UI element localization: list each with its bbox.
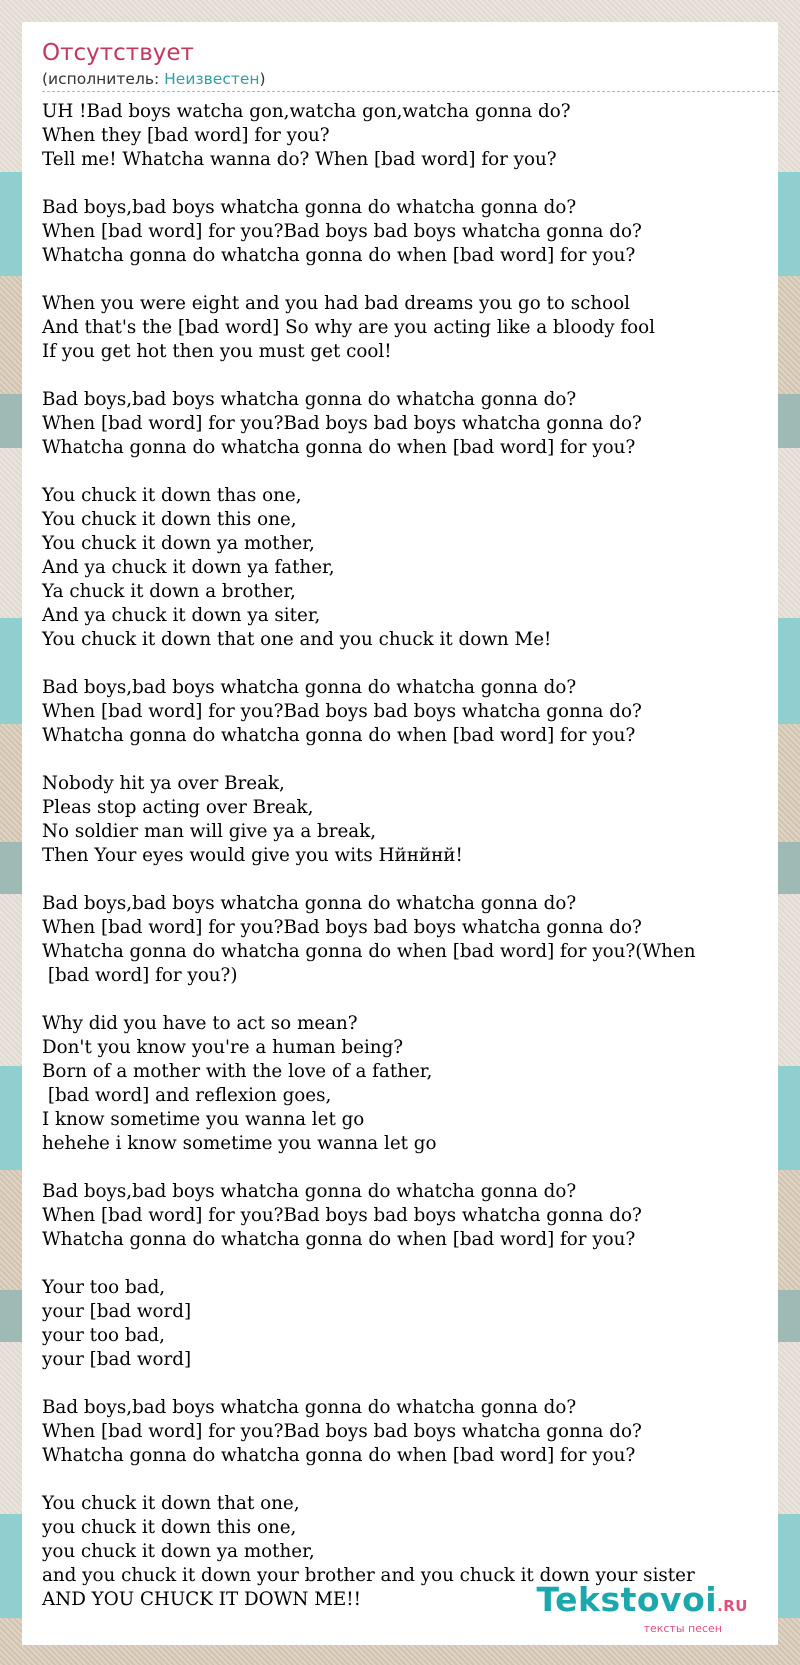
title-divider [42, 91, 780, 92]
lyric-line: If you get hot then you must get cool! [42, 341, 392, 362]
lyric-line: You chuck it down that one and you chuck it down Me! [42, 629, 552, 650]
lyric-line: Why did you have to act so mean? [42, 1013, 358, 1034]
lyric-line: Whatcha gonna do whatcha gonna do when [bad word] for you? [42, 245, 636, 266]
lyric-blank-line [42, 268, 782, 292]
lyric-line: When [bad word] for you?Bad boys bad boys whatcha gonna do? [42, 413, 642, 434]
lyric-line: You chuck it down this one, [42, 509, 297, 530]
lyric-line: Whatcha gonna do whatcha gonna do when [bad word] for you? [42, 1229, 636, 1250]
lyric-line: Nobody hit ya over Break, [42, 773, 285, 794]
lyric-line: Bad boys,bad boys whatcha gonna do whatcha gonna do? [42, 197, 577, 218]
lyric-line: Ya chuck it down a brother, [42, 581, 296, 602]
lyric-line: and you chuck it down your brother and you chuck it down your sister [42, 1565, 695, 1586]
lyric-line: When [bad word] for you?Bad boys bad boys whatcha gonna do? [42, 701, 642, 722]
lyric-blank-line [42, 364, 782, 388]
lyric-line: When [bad word] for you?Bad boys bad boys whatcha gonna do? [42, 917, 642, 938]
lyric-blank-line [42, 748, 782, 772]
site-logo[interactable] [536, 1580, 748, 1635]
lyric-line: your too bad, [42, 1325, 165, 1346]
artist-line [42, 70, 266, 88]
lyric-line: And that's the [bad word] So why are you acting like a bloody fool [42, 317, 655, 338]
logo-tld: .RU [717, 1597, 748, 1615]
lyric-line: Bad boys,bad boys whatcha gonna do whatcha gonna do? [42, 1397, 577, 1418]
song-title: Отсутствует [42, 40, 194, 66]
lyric-line: Bad boys,bad boys whatcha gonna do whatcha gonna do? [42, 893, 577, 914]
lyric-line: AND YOU CHUCK IT DOWN ME!! [42, 1589, 361, 1610]
artist-prefix: (исполнитель: [42, 70, 165, 88]
lyric-line: Then Your eyes would give you wits Нйнйнй! [42, 845, 463, 866]
lyric-line: No soldier man will give ya a break, [42, 821, 377, 842]
lyric-line: Whatcha gonna do whatcha gonna do when [bad word] for you?(When [42, 941, 696, 962]
lyric-line: When [bad word] for you?Bad boys bad boys whatcha gonna do? [42, 221, 642, 242]
artist-link[interactable]: Неизвестен [164, 70, 260, 88]
logo-wordmark [536, 1580, 748, 1623]
lyric-blank-line [42, 988, 782, 1012]
lyric-line: When [bad word] for you?Bad boys bad boys whatcha gonna do? [42, 1421, 642, 1442]
lyric-blank-line [42, 1156, 782, 1180]
lyric-line: You chuck it down thas one, [42, 485, 302, 506]
lyric-line: I know sometime you wanna let go [42, 1109, 365, 1130]
lyric-blank-line [42, 1372, 782, 1396]
lyric-blank-line [42, 1468, 782, 1492]
lyric-blank-line [42, 172, 782, 196]
lyric-line: And ya chuck it down ya father, [42, 557, 335, 578]
lyric-blank-line [42, 1252, 782, 1276]
lyric-line: your [bad word] [42, 1349, 192, 1370]
lyric-line: Bad boys,bad boys whatcha gonna do whatcha gonna do? [42, 677, 577, 698]
lyric-blank-line [42, 652, 782, 676]
logo-name: Tekstovoi [536, 1580, 718, 1619]
lyric-line: You chuck it down ya mother, [42, 533, 315, 554]
lyric-line: Whatcha gonna do whatcha gonna do when [bad word] for you? [42, 1445, 636, 1466]
lyric-line: hehehe i know sometime you wanna let go [42, 1133, 437, 1154]
lyric-blank-line [42, 460, 782, 484]
lyric-line: You chuck it down that one, [42, 1493, 300, 1514]
logo-tagline: тексты песен [643, 1622, 722, 1635]
lyric-line: Tell me! Whatcha wanna do? When [bad word] for you? [42, 149, 557, 170]
lyrics-card [22, 22, 778, 1645]
lyric-line: Bad boys,bad boys whatcha gonna do whatcha gonna do? [42, 389, 577, 410]
lyric-line: Whatcha gonna do whatcha gonna do when [bad word] for you? [42, 437, 636, 458]
artist-suffix: ) [259, 70, 266, 88]
lyric-line: When [bad word] for you?Bad boys bad boys whatcha gonna do? [42, 1205, 642, 1226]
lyric-line: And ya chuck it down ya siter, [42, 605, 321, 626]
lyric-line: UH !Bad boys watcha gon,watcha gon,watcha gonna do? [42, 101, 571, 122]
lyric-line: your [bad word] [42, 1301, 192, 1322]
lyrics-text [42, 100, 782, 1612]
lyric-line: Whatcha gonna do whatcha gonna do when [bad word] for you? [42, 725, 636, 746]
lyric-line: [bad word] for you?) [42, 965, 238, 986]
lyric-line: Your too bad, [42, 1277, 166, 1298]
lyric-line: you chuck it down ya mother, [42, 1541, 315, 1562]
lyric-line: [bad word] and reflexion goes, [42, 1085, 332, 1106]
lyric-line: When you were eight and you had bad dreams you go to school [42, 293, 630, 314]
lyric-line: you chuck it down this one, [42, 1517, 297, 1538]
lyric-line: When they [bad word] for you? [42, 125, 330, 146]
lyric-line: Pleas stop acting over Break, [42, 797, 314, 818]
lyric-line: Born of a mother with the love of a father, [42, 1061, 433, 1082]
lyric-line: Don't you know you're a human being? [42, 1037, 404, 1058]
lyric-blank-line [42, 868, 782, 892]
lyric-line: Bad boys,bad boys whatcha gonna do whatcha gonna do? [42, 1181, 577, 1202]
